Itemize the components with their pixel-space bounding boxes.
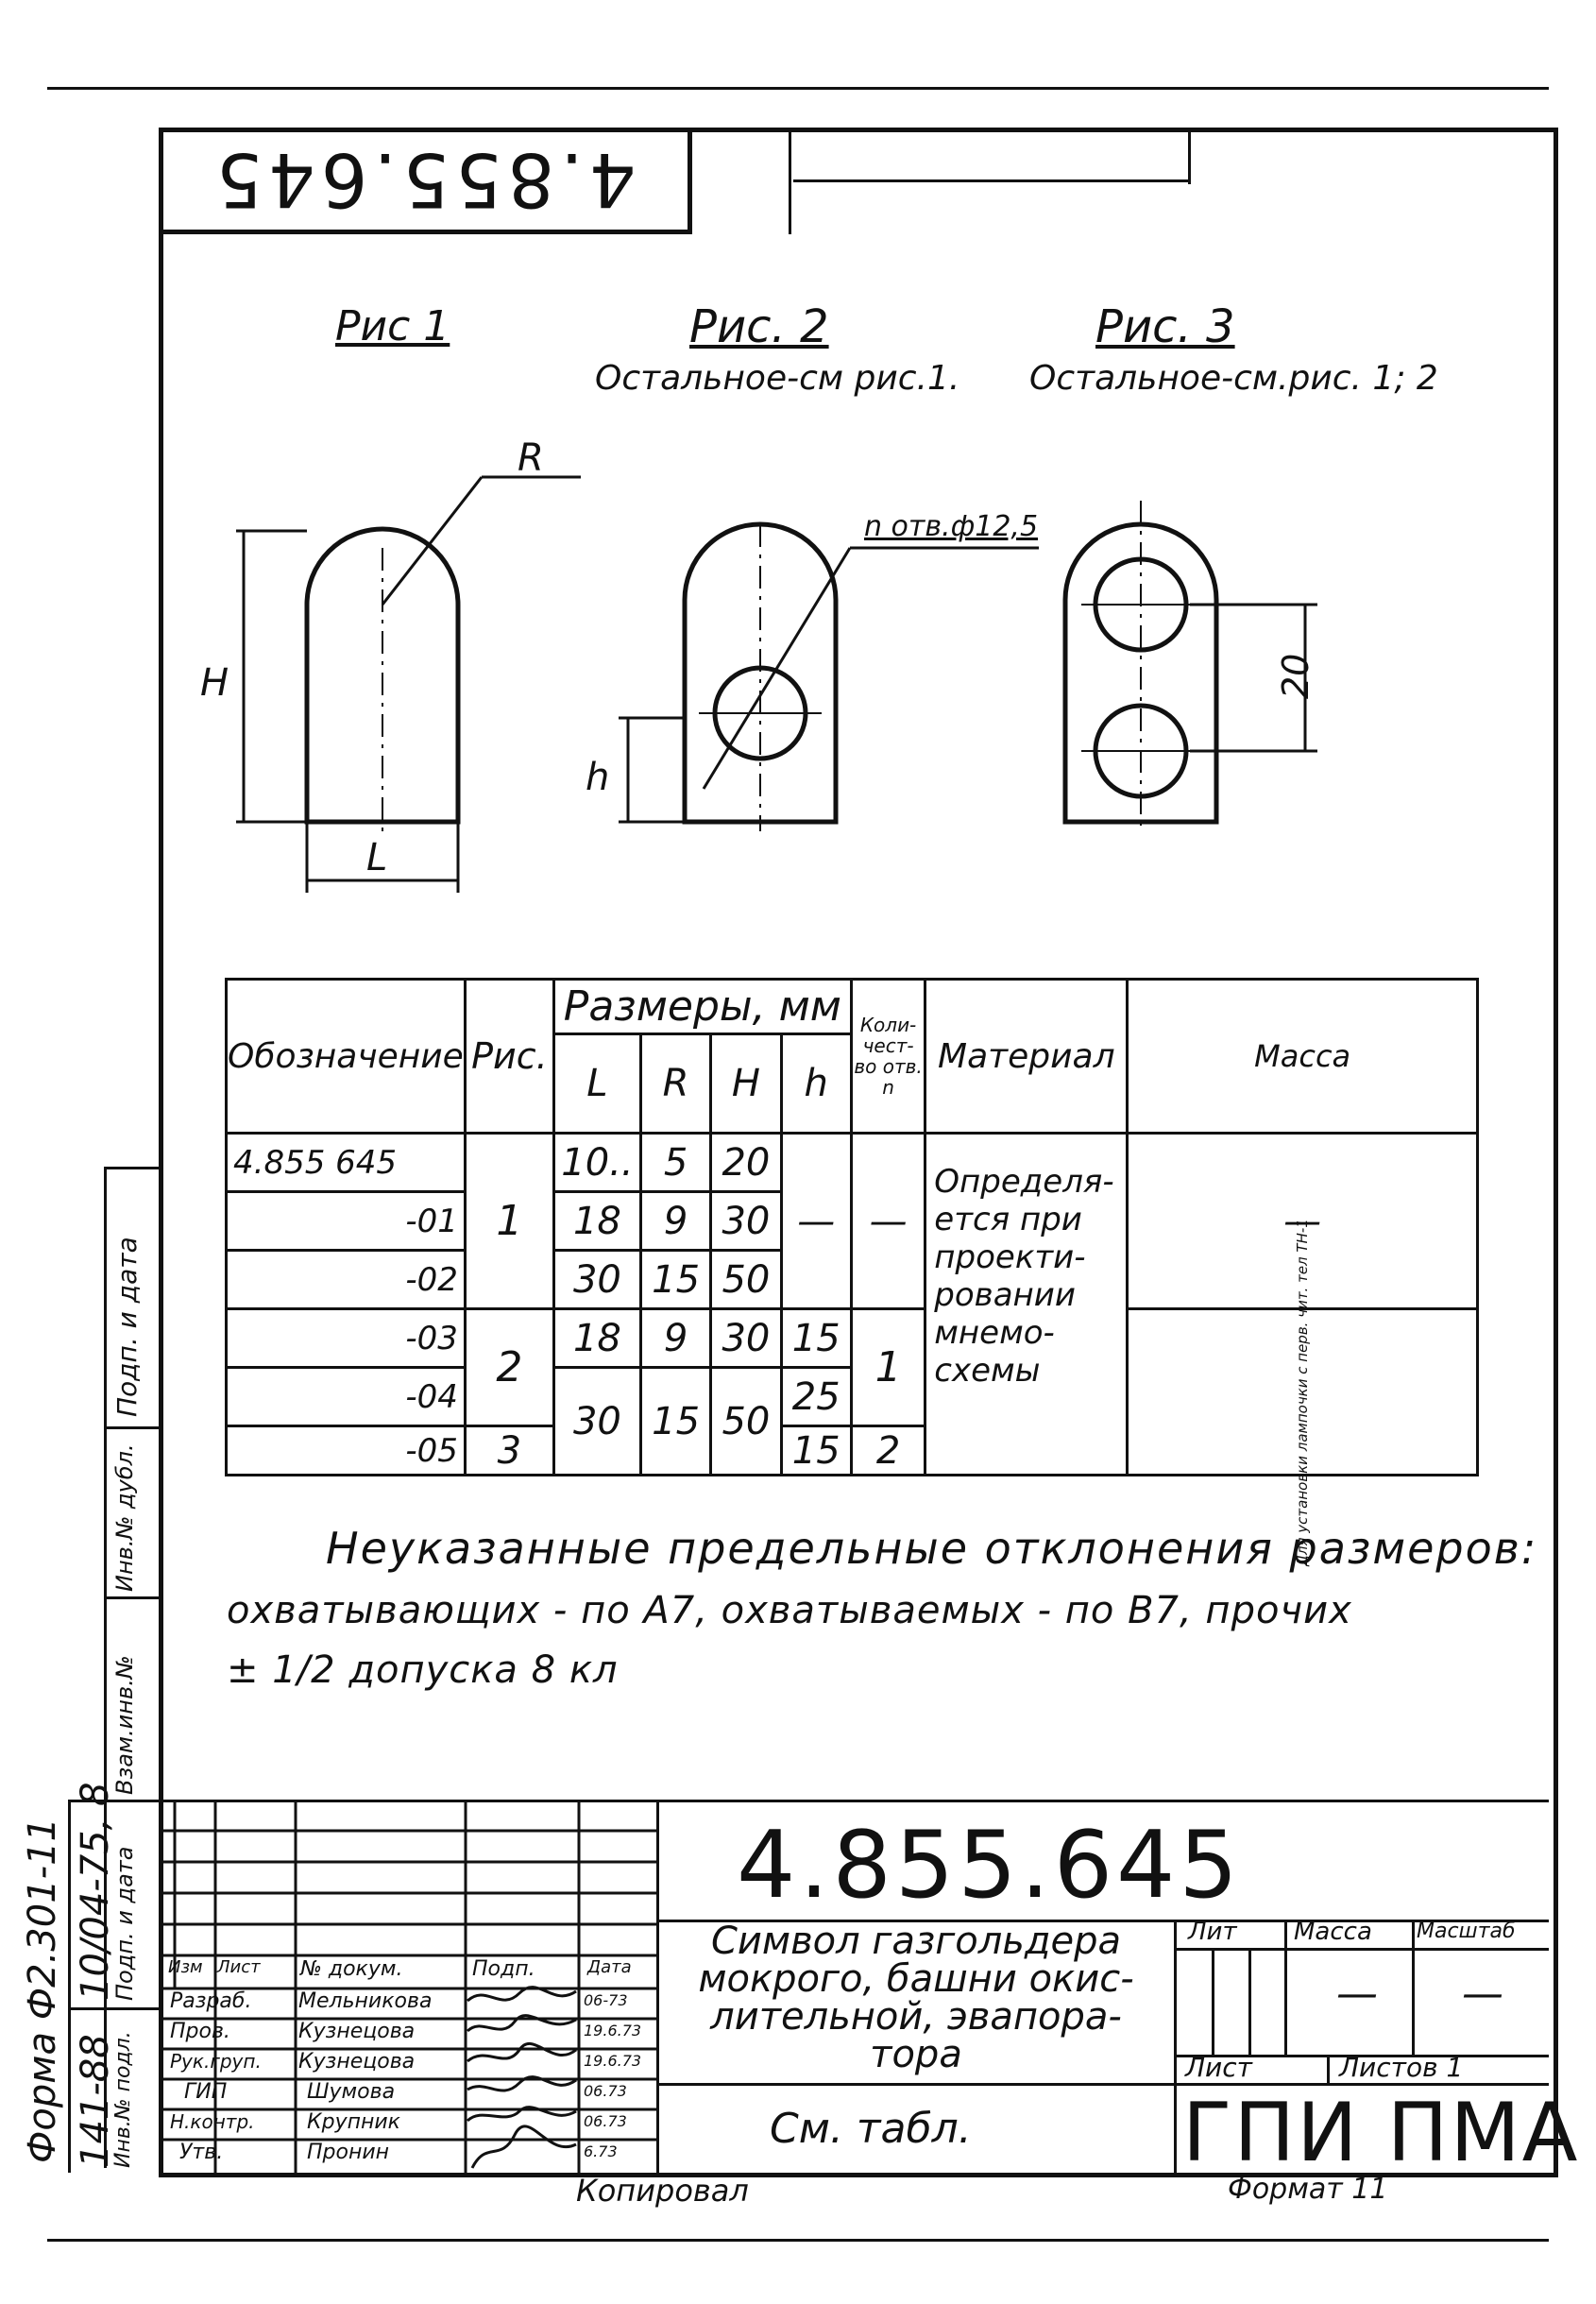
fig2-note: Остальное-см рис.1. bbox=[595, 359, 960, 398]
hdr-designation: Обозначение bbox=[227, 980, 466, 1134]
table-row: -01 18 9 30 bbox=[227, 1192, 1478, 1251]
fig2-leader bbox=[704, 548, 850, 789]
side-vzam: Взам.инв.№ bbox=[111, 1655, 138, 1795]
title-name: Символ газгольдера мокрого, башни окис-лительной, эвапора-тора bbox=[698, 1920, 1134, 2076]
signature-scribbles bbox=[463, 1984, 586, 2173]
side-podp-data-2: Подп. и дата bbox=[111, 1846, 138, 2001]
fig1-title: Рис 1 bbox=[335, 302, 450, 350]
footer-left: Копировал bbox=[576, 2173, 749, 2209]
hdr-sizes: Размеры, мм bbox=[553, 980, 851, 1034]
mass-note: Для установки лампочки с перв. чит. тел ТН-1 bbox=[1128, 1309, 1478, 1476]
note-line-3: ± 1/2 допуска 8 кл bbox=[227, 1648, 619, 1692]
fig3-dim-label: 20 bbox=[1275, 653, 1316, 699]
hdr-R: R bbox=[640, 1034, 710, 1134]
side-inv-val: 141-88 bbox=[74, 2034, 117, 2168]
side-strip-line bbox=[104, 1167, 107, 2168]
table-row: -03 2 18 9 30 15 1 Для установки лампочки с перв. чит. тел ТН-1 bbox=[227, 1309, 1478, 1368]
note-line-2: охватывающих - по A7, охватываемых - по B7, прочих bbox=[227, 1589, 1352, 1632]
figures-drawing bbox=[0, 0, 1596, 945]
table-row: -04 30 15 50 25 bbox=[227, 1368, 1478, 1426]
drawing-sheet: 4.855.645 Рис 1 Рис. 2 Остальное-см рис.1. Рис. 3 Остальное-см.рис. 1; 2 R H L n отв.ф12,5 h 20 Обозначение Рис. Размеры, мм Коли-чест-во отв. n Материал Масса L R H h 4.855 645 1 10.. 5 20 — — Определя-ется при проекти-ровании мнемо-схемы — -01 18 9 30 -02 30 15 50 -03 2 18 9 30 15 1 Для установки лампочки с перв. чит. тел ТН-1 -04 30 15 50 25 -05 3 15 2 Неуказанные предельные отклонения размеров: охватывающих - по A7, охватываемых - по B7, прочих ± 1/2 допуска 8 кл Изм Лист № докум. Подп. Дата Разраб. Мельникова 06-73 Пров. Кузнецова 19.6.73 Рук.груп. Кузнецова 19.6.73 ГИП Шумова 06.73 Н.контр. Крупник 06.73 Утв. Пронин 6.73 4.855.645 Символ газгольдера мокрого, башни окис-лительной, эвапора-тора См. табл. Лит Масса Масштаб — — Лист Листов 1 ГПИ ПМА Подп. и дата Инв.№ дубл. Взам.инв.№ Подп. и дата Инв.№ подл. 10/04-75, 8 141-88 Форма Ф2.301-11 Копировал Формат 11 bbox=[0, 0, 1596, 2304]
org-name: ГПИ ПМА bbox=[1182, 2086, 1580, 2180]
hdr-mass: Масса bbox=[1128, 980, 1478, 1134]
hdr-material: Материал bbox=[925, 980, 1128, 1134]
footer-right: Формат 11 bbox=[1228, 2173, 1388, 2206]
fig1-h-label: H bbox=[200, 661, 229, 705]
hdr-H: H bbox=[711, 1034, 781, 1134]
material-cell: Определя-ется при проекти-ровании мнемо-схемы bbox=[925, 1134, 1128, 1476]
fig1-r-label: R bbox=[518, 436, 544, 480]
fig2-holes-label: n отв.ф12,5 bbox=[864, 510, 1039, 543]
table-row: 4.855 645 1 10.. 5 20 — — Определя-ется при проекти-ровании мнемо-схемы — bbox=[227, 1134, 1478, 1192]
hdr-h: h bbox=[781, 1034, 851, 1134]
title-code: 4.855.645 bbox=[737, 1812, 1242, 1920]
fig2-h-label: h bbox=[586, 756, 610, 799]
table-row: -05 3 15 2 bbox=[227, 1426, 1478, 1476]
side-forma: Форма Ф2.301-11 bbox=[21, 1818, 64, 2163]
fig2-title: Рис. 2 bbox=[689, 300, 829, 353]
side-inv-dubl: Инв.№ дубл. bbox=[111, 1443, 138, 1592]
title-sub: См. табл. bbox=[770, 2105, 972, 2153]
fig3-note: Остальное-см.рис. 1; 2 bbox=[1029, 359, 1438, 398]
side-podp-data: Подп. и дата bbox=[111, 1237, 143, 1417]
hdr-fig: Рис. bbox=[465, 980, 553, 1134]
hdr-L: L bbox=[553, 1034, 640, 1134]
side-date-val: 10/04-75, 8 bbox=[74, 1782, 117, 2001]
top-code: 4.855.645 bbox=[210, 136, 637, 221]
fig1-l-label: L bbox=[366, 836, 388, 879]
bottom-rule bbox=[47, 2239, 1549, 2242]
fig3-title: Рис. 3 bbox=[1095, 300, 1235, 353]
hdr-count: Коли-чест-во отв. n bbox=[851, 980, 925, 1134]
note-line-1: Неуказанные предельные отклонения размеров: bbox=[326, 1523, 1538, 1574]
table-row: -02 30 15 50 bbox=[227, 1251, 1478, 1309]
side-inv-podl: Инв.№ подл. bbox=[111, 2031, 135, 2168]
fig1-radius-leader bbox=[382, 477, 482, 605]
